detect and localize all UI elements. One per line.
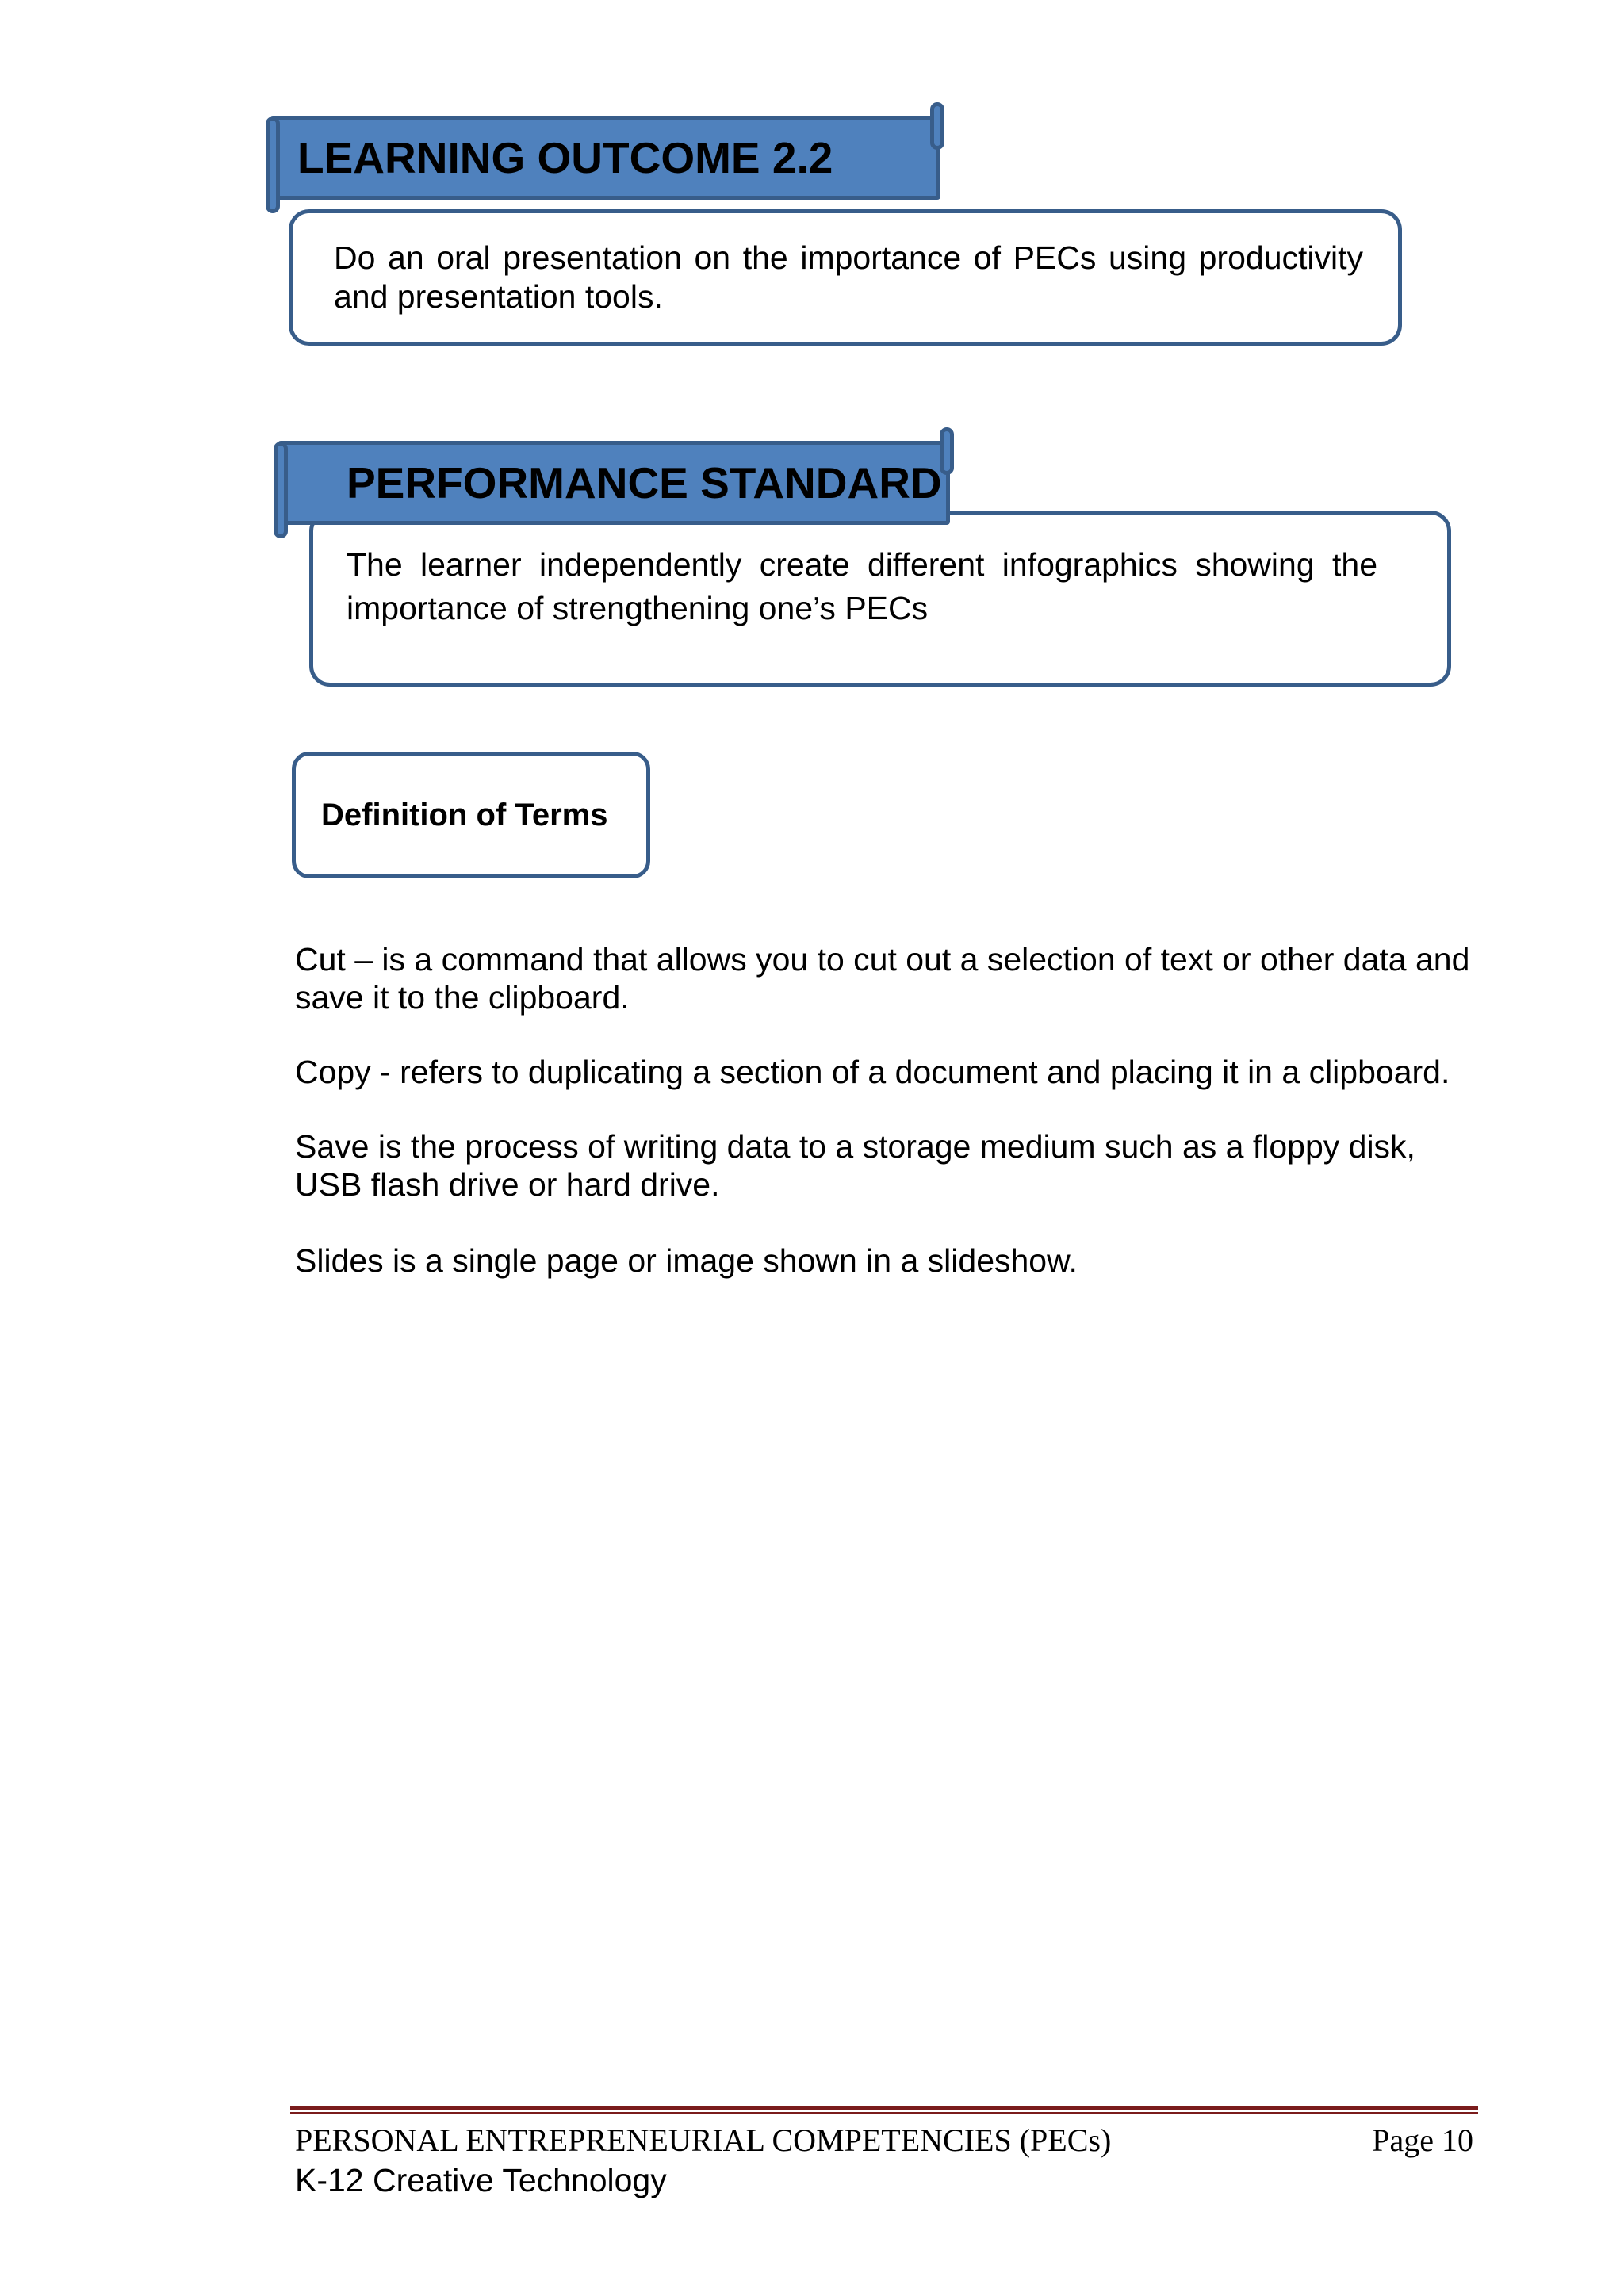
performance-standard-banner [278,441,950,525]
definition-of-terms-label: Definition of Terms [321,797,608,832]
page-number: Page 10 [1372,2122,1473,2158]
definition-slides: Slides is a single page or image shown in a slideshow. [295,1242,1078,1279]
footer-rule [290,2106,1478,2110]
footer-title: PERSONAL ENTREPRENEURIAL COMPETENCIES (PECs) [295,2122,1112,2158]
learning-outcome-text: Do an oral presentation on the importance of PECs using productivity and presentation tools. [334,239,1363,315]
performance-standard-text: The learner independently create different infographics showing the importance of strengthening one’s PECs [347,546,1377,626]
banner-curl-right [940,427,954,475]
definition-cut: Cut – is a command that allows you to cut out a selection of text or other data and save it to the clipboard. [295,941,1470,1016]
performance-standard-box [309,511,1451,687]
banner-curl-right [930,102,944,150]
banner-curl-left [266,117,280,213]
learning-outcome-box [289,209,1402,346]
footer-rule-thin [290,2112,1478,2114]
definition-save: Save is the process of writing data to a storage medium such as a floppy disk, USB flash drive or hard drive. [295,1128,1415,1203]
performance-standard-heading: PERFORMANCE STANDARD [347,458,942,507]
learning-outcome-heading: LEARNING OUTCOME 2.2 [297,133,833,182]
learning-outcome-banner [270,116,940,200]
footer-subtitle: K-12 Creative Technology [295,2162,667,2198]
banner-curl-left [274,442,288,538]
definition-copy: Copy - refers to duplicating a section of a document and placing it in a clipboard. [295,1054,1450,1090]
definition-of-terms-box [292,752,650,878]
